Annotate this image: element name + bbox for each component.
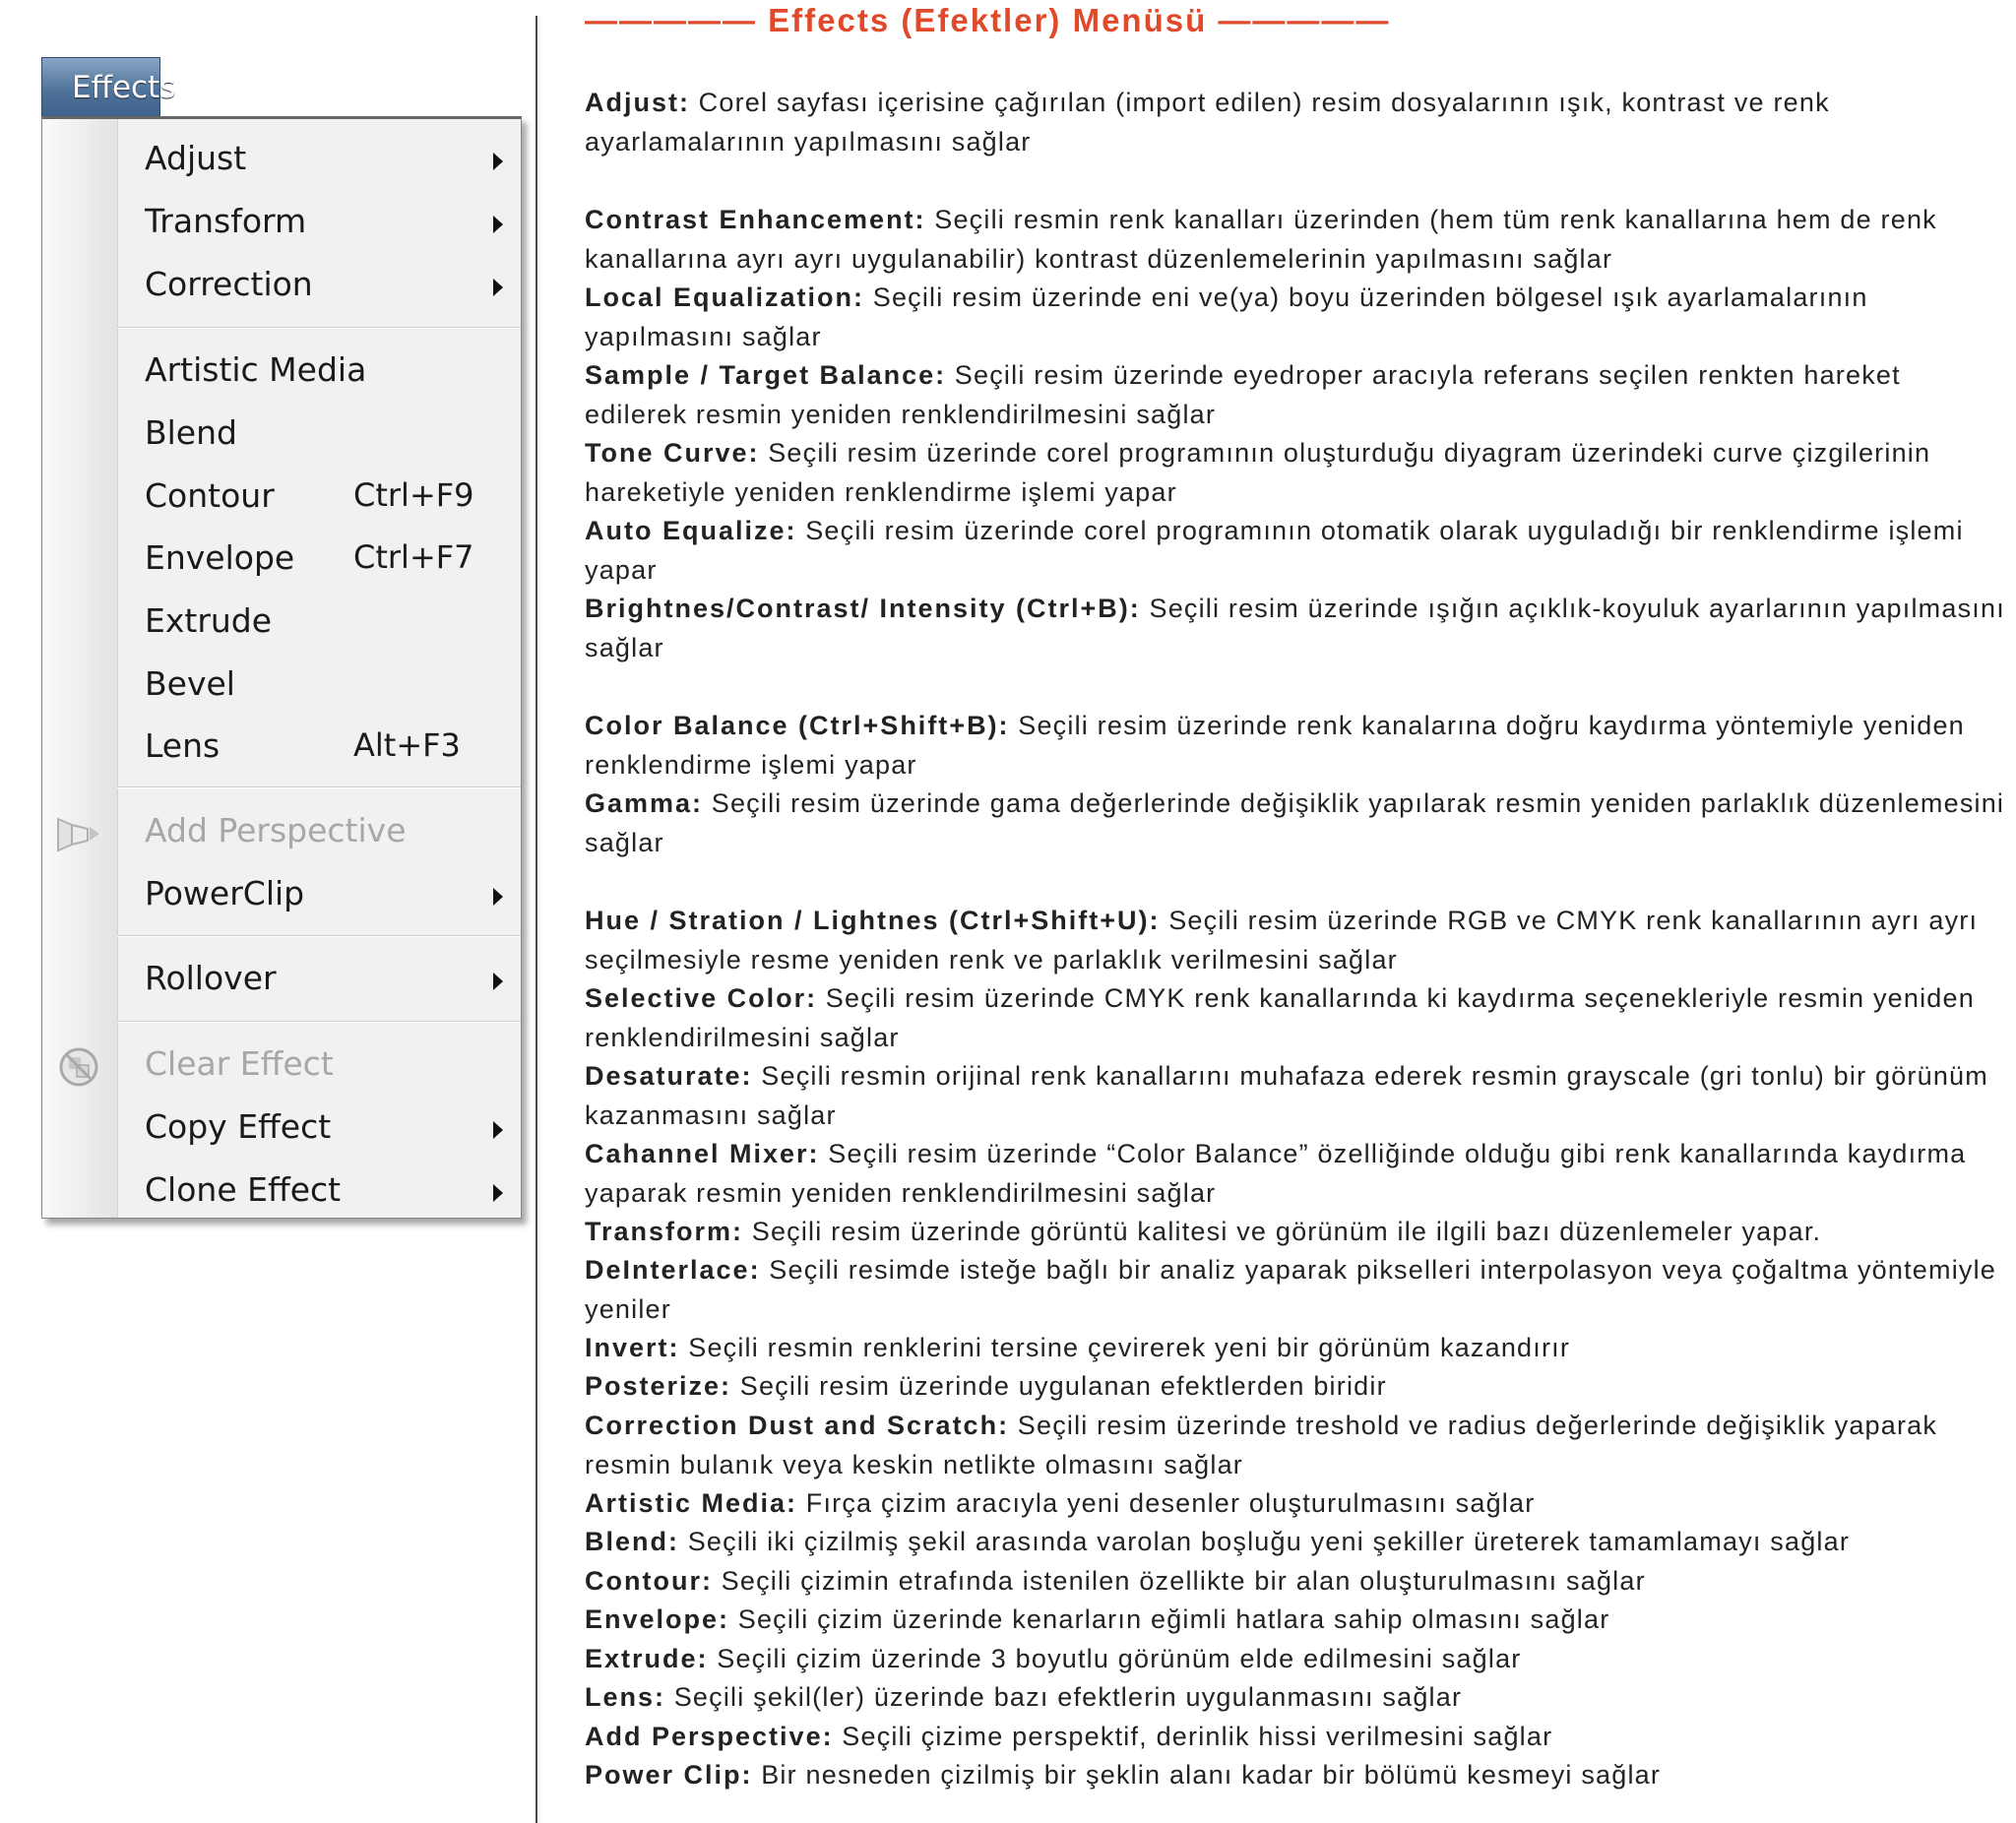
entry-text: Seçili resim üzerinde gama değerlerinde değişiklik yapılarak resmin yeniden parlaklık düzenlemesini sağlar <box>585 788 2005 857</box>
entry-term: Blend: <box>585 1527 679 1556</box>
entry-text: Corel sayfası içerisine çağırılan (import edilen) resim dosyalarının ışık, kontrast ve renk ayarlamalarının yapılmasını sağlar <box>585 88 1830 157</box>
menu-item-label: Copy Effect <box>145 1107 332 1146</box>
entry-envelope <box>585 1601 2008 1640</box>
submenu-arrow-icon <box>493 973 503 990</box>
entry-text: Bir nesneden çizilmiş bir şeklin alanı kadar bir bölümü kesmeyi sağlar <box>752 1760 1662 1790</box>
menu-item-label: PowerClip <box>145 874 305 912</box>
entry-invert <box>585 1329 2008 1368</box>
menu-item-extrude[interactable] <box>42 594 521 653</box>
entry-term: Tone Curve: <box>585 438 760 468</box>
menu-item-label: Adjust <box>145 139 247 177</box>
entry-correction-dust-scratch <box>585 1407 2008 1484</box>
entry-term: Local Equalization: <box>585 283 865 312</box>
entry-text: Seçili resmin renklerini tersine çevirerek yeni bir görünüm kazandırır <box>679 1333 1571 1362</box>
entry-text: Seçili iki çizilmiş şekil arasında varolan boşluğu yeni şekiller üreterek tamamlamayı sağlar <box>679 1527 1851 1556</box>
submenu-arrow-icon <box>493 1184 503 1202</box>
entry-posterize <box>585 1367 2008 1407</box>
entry-text: Seçili şekil(ler) üzerinde bazı efektlerin uygulanmasını sağlar <box>665 1682 1463 1712</box>
entry-text: Seçili resmin renk kanalları üzerinden (hem tüm renk kanallarına hem de renk kanallarına ayrı ayrı uygulanabilir) kontrast düzenlemelerinin yapılmasını sağlar <box>585 205 1937 274</box>
effects-description-document <box>585 0 2008 1823</box>
entry-text: Seçili resim üzerinde eyedroper aracıyla referans seçilen renkten hareket edilerek resmin yeniden renklendirilmesini sağlar <box>585 360 1901 429</box>
entry-contrast-enhancement <box>585 201 2008 279</box>
entry-desaturate <box>585 1057 2008 1135</box>
menu-item-blend[interactable] <box>42 406 521 465</box>
entry-term: Desaturate: <box>585 1061 753 1091</box>
entry-term: Contrast Enhancement: <box>585 205 926 234</box>
submenu-arrow-icon <box>493 216 503 233</box>
menu-item-bevel[interactable] <box>42 657 521 716</box>
entry-term: Sample / Target Balance: <box>585 360 947 390</box>
entry-text: Seçili resim üzerinde corel programının oluşturduğu diyagram üzerindeki curve çizgilerinin hareketiyle yeniden renklendirme işlemi yapar <box>585 438 1931 507</box>
submenu-arrow-icon <box>493 1121 503 1139</box>
entry-term: Adjust: <box>585 88 690 117</box>
entry-term: DeInterlace: <box>585 1255 761 1285</box>
entry-local-equalization <box>585 279 2008 356</box>
entry-term: Hue / Stration / Lightnes (Ctrl+Shift+U): <box>585 906 1161 935</box>
entry-text: Seçili resim üzerinde ışığın açıklık-koyuluk ayarlarının yapılmasını sağlar <box>585 594 2005 662</box>
entry-term: Auto Equalize: <box>585 516 797 545</box>
entry-term: Transform: <box>585 1217 744 1246</box>
menu-item-shortcut: Ctrl+F9 <box>353 476 474 514</box>
submenu-arrow-icon <box>493 153 503 170</box>
entry-term: Brightnes/Contrast/ Intensity (Ctrl+B): <box>585 594 1141 623</box>
menu-item-label: Clear Effect <box>145 1044 334 1083</box>
entry-add-perspective <box>585 1718 2008 1757</box>
menu-item-lens[interactable] <box>42 719 521 778</box>
menu-item-clone-effect[interactable] <box>42 1163 521 1222</box>
menu-item-shortcut: Alt+F3 <box>353 726 461 764</box>
menu-item-label: Extrude <box>145 601 273 640</box>
menu-item-label: Correction <box>145 265 313 303</box>
entry-hue-saturation-lightness <box>585 902 2008 979</box>
column-divider <box>536 16 537 1823</box>
entry-term: Color Balance (Ctrl+Shift+B): <box>585 711 1010 740</box>
entry-text: Seçili resim üzerinde treshold ve radius değerlerinde değişiklik yaparak resmin bulanık veya keskin netlikte olmasını sağlar <box>585 1411 1938 1479</box>
submenu-arrow-icon <box>493 279 503 296</box>
entry-transform <box>585 1213 2008 1252</box>
perspective-icon <box>54 813 103 854</box>
entry-artistic-media <box>585 1484 2008 1524</box>
entry-color-balance <box>585 707 2008 785</box>
menu-item-label: Add Perspective <box>145 811 407 849</box>
menu-separator <box>117 327 521 329</box>
clear-effect-icon <box>54 1046 103 1088</box>
entry-term: Power Clip: <box>585 1760 753 1790</box>
entry-text: Seçili çizimin etrafında istenilen özellikte bir alan oluşturulmasını sağlar <box>712 1566 1646 1596</box>
menu-separator <box>117 1021 521 1023</box>
menu-item-label: Blend <box>145 413 237 452</box>
menu-item-transform[interactable] <box>42 194 521 253</box>
menu-item-rollover[interactable] <box>42 951 521 1010</box>
entry-text: Seçili resim üzerinde renk kanalarına doğru kaydırma yöntemiyle yeniden renklendirme işlemi yapar <box>585 711 1965 780</box>
entry-text: Seçili çizime perspektif, derinlik hissi verilmesini sağlar <box>833 1722 1553 1751</box>
entry-term: Envelope: <box>585 1604 730 1634</box>
entry-extrude <box>585 1640 2008 1679</box>
menu-item-powerclip[interactable] <box>42 866 521 925</box>
entry-sample-target-balance <box>585 356 2008 434</box>
menu-separator <box>117 786 521 788</box>
menu-item-contour[interactable] <box>42 469 521 528</box>
effects-menu-title[interactable]: Effects <box>41 57 160 117</box>
entry-text: Seçili resim üzerinde corel programının otomatik olarak uyguladığı bir renklendirme işlemi yapar <box>585 516 1964 585</box>
menu-item-copy-effect[interactable] <box>42 1100 521 1159</box>
entry-term: Posterize: <box>585 1371 732 1401</box>
menu-item-label: Bevel <box>145 664 235 703</box>
entry-lens <box>585 1678 2008 1718</box>
entry-term: Gamma: <box>585 788 704 818</box>
menu-item-label: Lens <box>145 726 220 765</box>
entry-power-clip <box>585 1756 2008 1795</box>
entry-term: Artistic Media: <box>585 1488 798 1518</box>
entry-text: Seçili resim üzerinde CMYK renk kanallarında ki kaydırma seçenekleriyle resmin yeniden renklendirilmesini sağlar <box>585 983 1975 1052</box>
entry-auto-equalize <box>585 512 2008 590</box>
entry-text: Seçili çizim üzerinde kenarların eğimli hatlara sahip olmasını sağlar <box>729 1604 1610 1634</box>
entry-deinterlace <box>585 1251 2008 1329</box>
entry-term: Invert: <box>585 1333 680 1362</box>
entry-text: Seçili resim üzerinde “Color Balance” özelliğinde olduğu gibi renk kanallarında kaydırma yaparak resmin yeniden renklendirilmesini sağlar <box>585 1139 1967 1208</box>
doc-heading: ————— Effects (Efektler) Menüsü ————— <box>585 2 1391 38</box>
effects-dropdown <box>41 116 522 1219</box>
entry-term: Contour: <box>585 1566 713 1596</box>
entry-contour <box>585 1562 2008 1602</box>
entry-selective-color <box>585 979 2008 1057</box>
menu-item-envelope[interactable] <box>42 531 521 590</box>
entry-channel-mixer <box>585 1135 2008 1213</box>
menu-item-adjust[interactable] <box>42 131 521 190</box>
entry-text: Fırça çizim aracıyla yeni desenler oluşturulmasını sağlar <box>797 1488 1536 1518</box>
menu-item-label: Rollover <box>145 959 277 997</box>
entry-text: Seçili çizim üzerinde 3 boyutlu görünüm elde edilmesini sağlar <box>708 1644 1522 1673</box>
entry-brightness-contrast-intensity <box>585 590 2008 667</box>
entry-tone-curve <box>585 434 2008 512</box>
menu-item-label: Envelope <box>145 538 295 577</box>
entry-text: Seçili resim üzerinde uygulanan efektlerden biridir <box>731 1371 1387 1401</box>
entry-blend <box>585 1523 2008 1562</box>
menu-item-label: Contour <box>145 476 275 515</box>
entry-text: Seçili resim üzerinde görüntü kalitesi ve görünüm ile ilgili bazı düzenlemeler yapar. <box>743 1217 1822 1246</box>
entry-term: Selective Color: <box>585 983 818 1013</box>
effects-menu-screenshot <box>0 0 536 1823</box>
menu-item-artistic-media[interactable] <box>42 343 521 402</box>
entry-text: Seçili resim üzerinde eni ve(ya) boyu üzerinden bölgesel ışık ayarlamalarının yapılmasını sağlar <box>585 283 1868 351</box>
entry-text: Seçili resmin orijinal renk kanallarını muhafaza ederek resmin grayscale (gri tonlu) bir görünüm kazanmasını sağlar <box>585 1061 1988 1130</box>
menu-separator <box>117 935 521 937</box>
menu-item-correction[interactable] <box>42 257 521 316</box>
entry-term: Lens: <box>585 1682 666 1712</box>
entry-gamma <box>585 785 2008 862</box>
entry-term: Cahannel Mixer: <box>585 1139 820 1168</box>
menu-item-clear-effect[interactable] <box>42 1037 521 1096</box>
menu-item-shortcut: Ctrl+F7 <box>353 538 474 576</box>
entry-term: Extrude: <box>585 1644 709 1673</box>
submenu-arrow-icon <box>493 888 503 906</box>
entry-term: Correction Dust and Scratch: <box>585 1411 1010 1440</box>
entry-text: Seçili resim üzerinde RGB ve CMYK renk kanallarının ayrı ayrı seçilmesiyle resme yeniden renk ve parlaklık verilmesini sağlar <box>585 906 1979 974</box>
menu-item-add-perspective[interactable] <box>42 803 521 862</box>
entry-term: Add Perspective: <box>585 1722 834 1751</box>
menu-item-label: Transform <box>145 202 307 240</box>
entry-adjust <box>585 84 2008 161</box>
menu-item-label: Clone Effect <box>145 1170 342 1209</box>
menu-item-label: Artistic Media <box>145 350 367 389</box>
entry-text: Seçili resimde isteğe bağlı bir analiz yaparak pikselleri interpolasyon veya çoğaltma yöntemiyle yeniler <box>585 1255 1997 1324</box>
